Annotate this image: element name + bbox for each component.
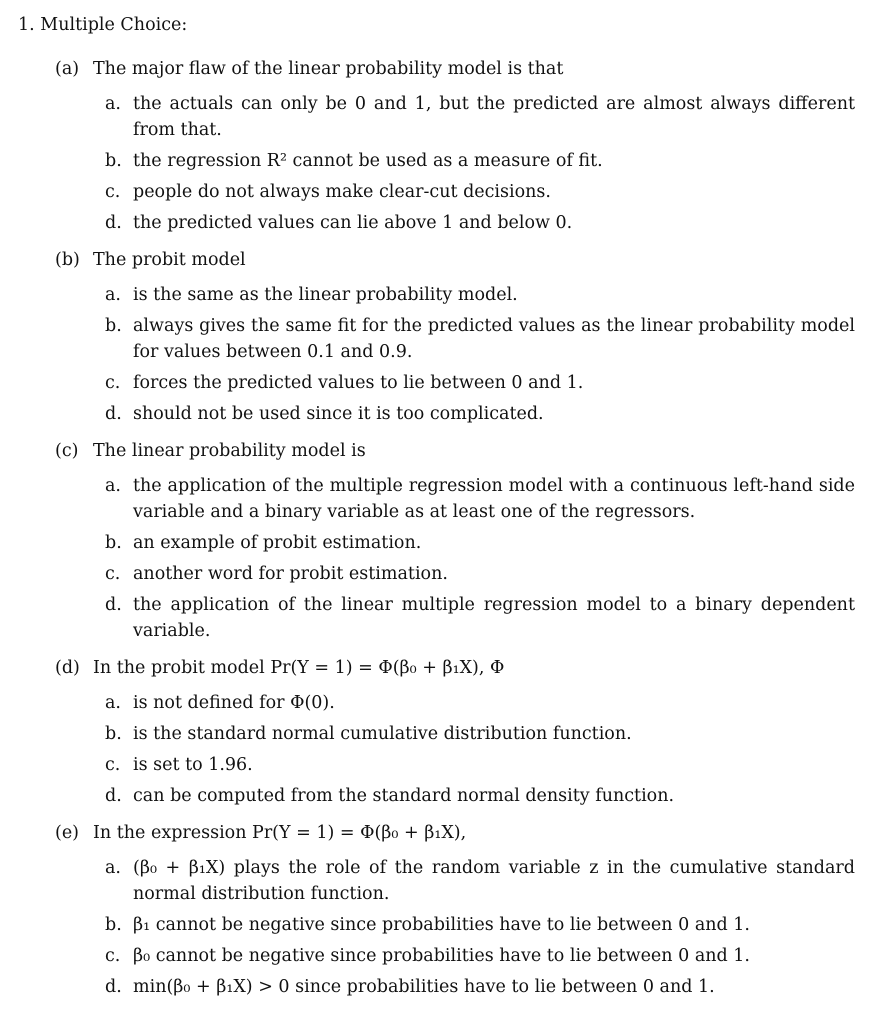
part-stem-text: In the probit model Pr(Y = 1) = Φ(β₀ + β₁X), Φ [93,658,505,678]
choice-text: should not be used since it is too complicated. [133,404,544,424]
part-label: (d) [55,658,80,678]
choice-label: c. [105,755,121,775]
part-e [55,820,874,1000]
choice-text: people do not always make clear-cut decisions. [133,182,551,202]
choice-label: d. [105,786,122,806]
choice-label: a. [105,285,121,305]
question-title [18,12,874,38]
choice-label: b. [105,915,122,935]
choice-label: b. [105,533,122,553]
choice-text: the regression R² cannot be used as a measure of fit. [133,151,603,171]
part-stem [55,655,874,681]
choice-label: d. [105,595,122,615]
part-stem [55,247,874,273]
choice-label: a. [105,94,121,114]
choice-c[interactable] [105,752,855,778]
part-stem [55,438,874,464]
choice-text: is set to 1.96. [133,755,253,775]
part-a [55,56,874,236]
choice-label: d. [105,213,122,233]
choice-text: the predicted values can lie above 1 and below 0. [133,213,573,233]
choice-label: a. [105,858,121,878]
choice-text: is not defined for Φ(0). [133,693,335,713]
choice-d[interactable] [105,401,855,427]
choice-label: b. [105,151,122,171]
choice-list [55,690,874,809]
part-label: (c) [55,441,79,461]
choice-text: min(β₀ + β₁X) > 0 since probabilities have to lie between 0 and 1. [133,977,715,997]
choice-label: a. [105,476,121,496]
choice-text: the actuals can only be 0 and 1, but the predicted are almost always different from that. [133,94,855,140]
choice-b[interactable] [105,148,855,174]
choice-d[interactable] [105,783,855,809]
part-label: (e) [55,823,80,843]
part-label: (a) [55,59,80,79]
choice-a[interactable] [105,473,855,525]
choice-c[interactable] [105,943,855,969]
choice-text: another word for probit estimation. [133,564,448,584]
choice-text: is the standard normal cumulative distribution function. [133,724,632,744]
choice-list [55,855,874,1000]
choice-d[interactable] [105,592,855,644]
choice-c[interactable] [105,370,855,396]
part-label: (b) [55,250,80,270]
choice-label: c. [105,182,121,202]
choice-text: the application of the multiple regression model with a continuous left-hand side variable and a binary variable as at least one of the regressors. [133,476,855,522]
choice-label: d. [105,404,122,424]
choice-text: the application of the linear multiple regression model to a binary dependent variable. [133,595,855,641]
part-stem-text: The linear probability model is [93,441,366,461]
choice-text: always gives the same fit for the predicted values as the linear probability model for values between 0.1 and 0.9. [133,316,855,362]
part-stem-text: The major flaw of the linear probability model is that [93,59,564,79]
choice-a[interactable] [105,282,855,308]
choice-list [55,282,874,427]
choice-b[interactable] [105,530,855,556]
choice-a[interactable] [105,855,855,907]
choice-d[interactable] [105,974,855,1000]
choice-text: an example of probit estimation. [133,533,422,553]
choice-b[interactable] [105,313,855,365]
choice-a[interactable] [105,91,855,143]
choice-list [55,473,874,644]
part-stem [55,56,874,82]
choice-text: β₀ cannot be negative since probabilities have to lie between 0 and 1. [133,946,750,966]
part-d [55,655,874,809]
question-heading: Multiple Choice: [40,15,188,35]
choice-text: (β₀ + β₁X) plays the role of the random variable z in the cumulative standard normal distribution function. [133,858,855,904]
part-stem [55,820,874,846]
choice-c[interactable] [105,561,855,587]
choice-label: c. [105,373,121,393]
choice-label: a. [105,693,121,713]
choice-text: β₁ cannot be negative since probabilities have to lie between 0 and 1. [133,915,750,935]
part-b [55,247,874,427]
part-c [55,438,874,644]
choice-list [55,91,874,236]
question-number: 1. [18,15,35,35]
choice-b[interactable] [105,721,855,747]
choice-label: b. [105,316,122,336]
part-stem-text: In the expression Pr(Y = 1) = Φ(β₀ + β₁X), [93,823,467,843]
choice-d[interactable] [105,210,855,236]
choice-label: b. [105,724,122,744]
choice-c[interactable] [105,179,855,205]
choice-text: forces the predicted values to lie between 0 and 1. [133,373,584,393]
choice-text: is the same as the linear probability model. [133,285,518,305]
choice-b[interactable] [105,912,855,938]
choice-a[interactable] [105,690,855,716]
choice-label: d. [105,977,122,997]
choice-label: c. [105,946,121,966]
part-stem-text: The probit model [93,250,246,270]
choice-label: c. [105,564,121,584]
choice-text: can be computed from the standard normal density function. [133,786,675,806]
